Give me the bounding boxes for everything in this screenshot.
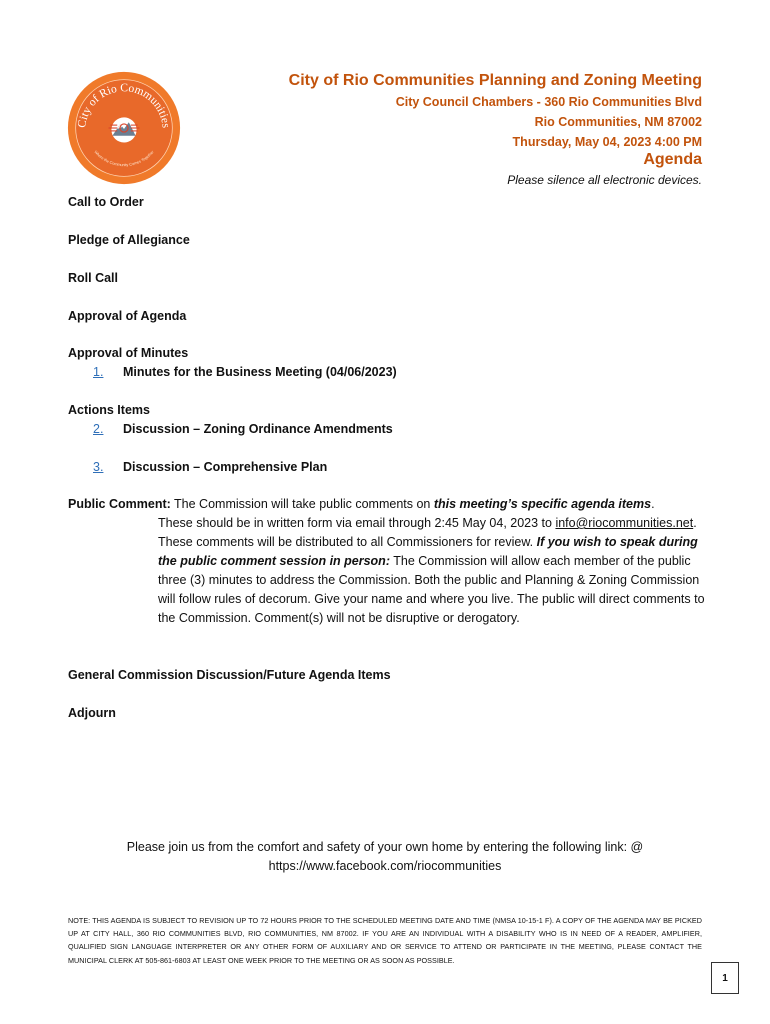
legal-notice: NOTE: THIS AGENDA IS SUBJECT TO REVISION UP TO 72 HOURS PRIOR TO THE SCHEDULED MEETING DATE AND TIME (NMSA 10-15-1 F). A COPY OF THE AGENDA MAY BE PICKED UP AT CITY HALL, 360 RIO COMMUNITIES BLVD, RIO COMMUNITIES, NM 87002. IF YOU ARE AN INDIVIDUAL WITH A DISABILITY WHO IS IN NEED OF A READER, AMPLIFIER, QUALIFIED SIGN LANGUAGE INTERPRETER OR ANY OTHER FORM OF AUXILIARY AND OR SERVICE TO ATTEND OR PARTICIPATE IN THE MEETING, PLEASE CONTACT THE MUNICIPAL CLERK AT 505-861-6803 AT LEAST ONE WEEK PRIOR TO THE MEETING OR AS SOON AS POSSIBLE. — [68, 916, 702, 965]
meeting-title: City of Rio Communities Planning and Zoning Meeting — [288, 72, 702, 89]
item-number-link[interactable]: 2. — [93, 422, 104, 436]
meeting-city: Rio Communities, NM 87002 — [534, 115, 702, 129]
agenda-item — [93, 365, 397, 379]
public-comment-label: Public Comment: — [68, 497, 171, 511]
meeting-datetime: Thursday, May 04, 2023 4:00 PM — [512, 135, 702, 149]
page-number: 1 — [711, 962, 739, 994]
join-online-block — [70, 838, 700, 876]
join-text: Please join us from the comfort and safety of your own home by entering the following link: @ — [126, 840, 644, 854]
public-comment-block — [68, 495, 708, 628]
meeting-location: City Council Chambers - 360 Rio Communities Blvd — [395, 95, 702, 109]
facebook-link[interactable]: https://www.facebook.com/riocommunities — [268, 859, 502, 873]
email-link[interactable]: info@riocommunities.net — [555, 516, 694, 530]
pc-text-4: . These comments will be distributed to all Commissioners for review. — [158, 516, 697, 549]
section-actions-items: Actions Items — [68, 403, 150, 417]
agenda-heading: Agenda — [643, 151, 702, 168]
pc-text-1: The Commission will take public comments on — [170, 497, 434, 511]
section-pledge: Pledge of Allegiance — [68, 233, 190, 247]
pc-text-5: The Commission will allow each member of the public three (3) minutes to address the Commission. Both the public and Planning & Zoning Commission will follow rules of decorum. Give your name and where you live. The public will direct comments to the Commission. Comment(s) will not be disruptive or derogatory. — [158, 554, 705, 625]
item-number-link[interactable]: 3. — [93, 460, 104, 474]
item-text: Discussion – Zoning Ordinance Amendments — [123, 422, 393, 436]
seal-lower-text: Where the Community Comes Together — [93, 150, 155, 168]
item-text: Discussion – Comprehensive Plan — [123, 460, 328, 474]
section-approval-minutes: Approval of Minutes — [68, 346, 189, 360]
pc-emphasis-2: If you wish to speak during the public comment session in person: — [158, 535, 698, 568]
item-text: Minutes for the Business Meeting (04/06/2023) — [123, 365, 397, 379]
section-call-to-order: Call to Order — [68, 195, 144, 209]
agenda-item — [93, 422, 393, 436]
section-general-discussion: General Commission Discussion/Future Agenda Items — [68, 668, 391, 682]
section-roll-call: Roll Call — [68, 271, 119, 285]
section-approval-agenda: Approval of Agenda — [68, 309, 187, 323]
pc-text-3: These should be in written form via email through 2:45 May 04, 2023 to — [158, 516, 556, 530]
seal-ring-text: City of Rio Communities — [75, 81, 173, 129]
agenda-item — [93, 460, 327, 474]
pc-emphasis-1: this meeting’s specific agenda items — [433, 497, 652, 511]
pc-text-2: . — [651, 497, 655, 511]
item-number-link[interactable]: 1. — [93, 365, 104, 379]
section-adjourn: Adjourn — [68, 706, 116, 720]
silence-devices-note: Please silence all electronic devices. — [507, 173, 702, 187]
city-seal-logo — [66, 70, 182, 186]
